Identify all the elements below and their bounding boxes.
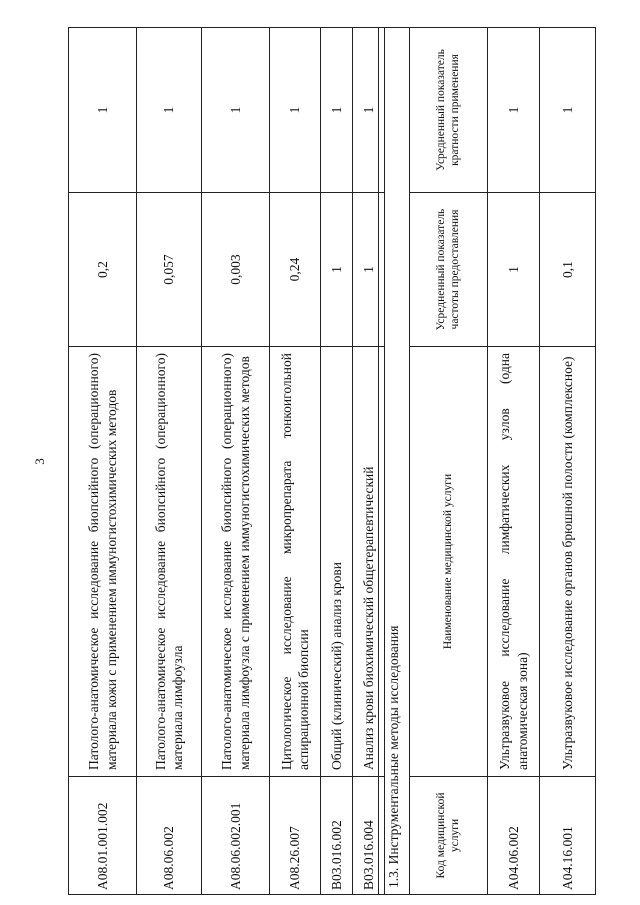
header-code: Код медицинской услуги — [410, 777, 488, 895]
multiplicity-value: 1 — [202, 28, 270, 193]
service-code: A08.06.002 — [137, 777, 202, 895]
multiplicity-value: 1 — [488, 27, 540, 192]
table-row — [321, 28, 353, 895]
instrumental-methods-table — [378, 27, 596, 895]
service-name: Ультразвуковое исследование лимфатических узлов (одна анатомическая зона) — [488, 347, 540, 777]
service-code: A08.01.001.002 — [69, 777, 137, 895]
header-multiplicity: Усредненный показатель кратности применения — [410, 27, 488, 192]
page-number: 3 — [31, 458, 47, 465]
multiplicity-value: 1 — [353, 28, 385, 193]
table-row — [69, 28, 137, 895]
frequency-value: 1 — [321, 193, 353, 347]
table-row — [270, 28, 321, 895]
frequency-value: 0,24 — [270, 193, 321, 347]
service-code: B03.016.002 — [321, 777, 353, 895]
rotated-content-frame — [68, 28, 608, 895]
service-name: Патолого-анатомическое исследование биопсийного (операционного) материала кожи с применением иммуногистохимических методов — [69, 347, 137, 777]
frequency-value: 0,2 — [69, 193, 137, 347]
section-title-row — [379, 27, 410, 894]
service-name: Ультразвуковое исследование органов брюшной полости (комплексное) — [540, 347, 596, 777]
service-name: Анализ крови биохимический общетерапевтический — [353, 347, 385, 777]
header-frequency: Усредненный показатель частоты предоставления — [410, 193, 488, 347]
services-table-top — [68, 27, 385, 895]
multiplicity-value: 1 — [270, 28, 321, 193]
table-row — [488, 27, 540, 894]
table-header-row — [410, 27, 488, 894]
service-code: A04.16.001 — [540, 777, 596, 895]
frequency-value: 0,057 — [137, 193, 202, 347]
multiplicity-value: 1 — [137, 28, 202, 193]
service-name: Общий (клинический) анализ крови — [321, 347, 353, 777]
table-row — [540, 27, 596, 894]
service-code: A04.06.002 — [488, 777, 540, 895]
table-row — [137, 28, 202, 895]
service-name: Цитологическое исследование микропрепарата тонкоигольной аспирационной биопсии — [270, 347, 321, 777]
multiplicity-value: 1 — [321, 28, 353, 193]
rotated-page-content — [68, 28, 608, 895]
service-code: B03.016.004 — [353, 777, 385, 895]
frequency-value: 0,1 — [540, 193, 596, 347]
frequency-value: 1 — [488, 193, 540, 347]
service-code: A08.06.002.001 — [202, 777, 270, 895]
section-title: 1.3. Инструментальные методы исследования — [379, 27, 410, 894]
service-name: Патолого-анатомическое исследование биопсийного (операционного) материала лимфоузла — [137, 347, 202, 777]
table-row — [202, 28, 270, 895]
service-name: Патолого-анатомическое исследование биопсийного (операционного) материала лимфоузла с применением иммуногистохимических методов — [202, 347, 270, 777]
frequency-value: 1 — [353, 193, 385, 347]
frequency-value: 0,003 — [202, 193, 270, 347]
multiplicity-value: 1 — [540, 27, 596, 192]
service-code: A08.26.007 — [270, 777, 321, 895]
header-name: Наименование медицинской услуги — [410, 347, 488, 777]
multiplicity-value: 1 — [69, 28, 137, 193]
